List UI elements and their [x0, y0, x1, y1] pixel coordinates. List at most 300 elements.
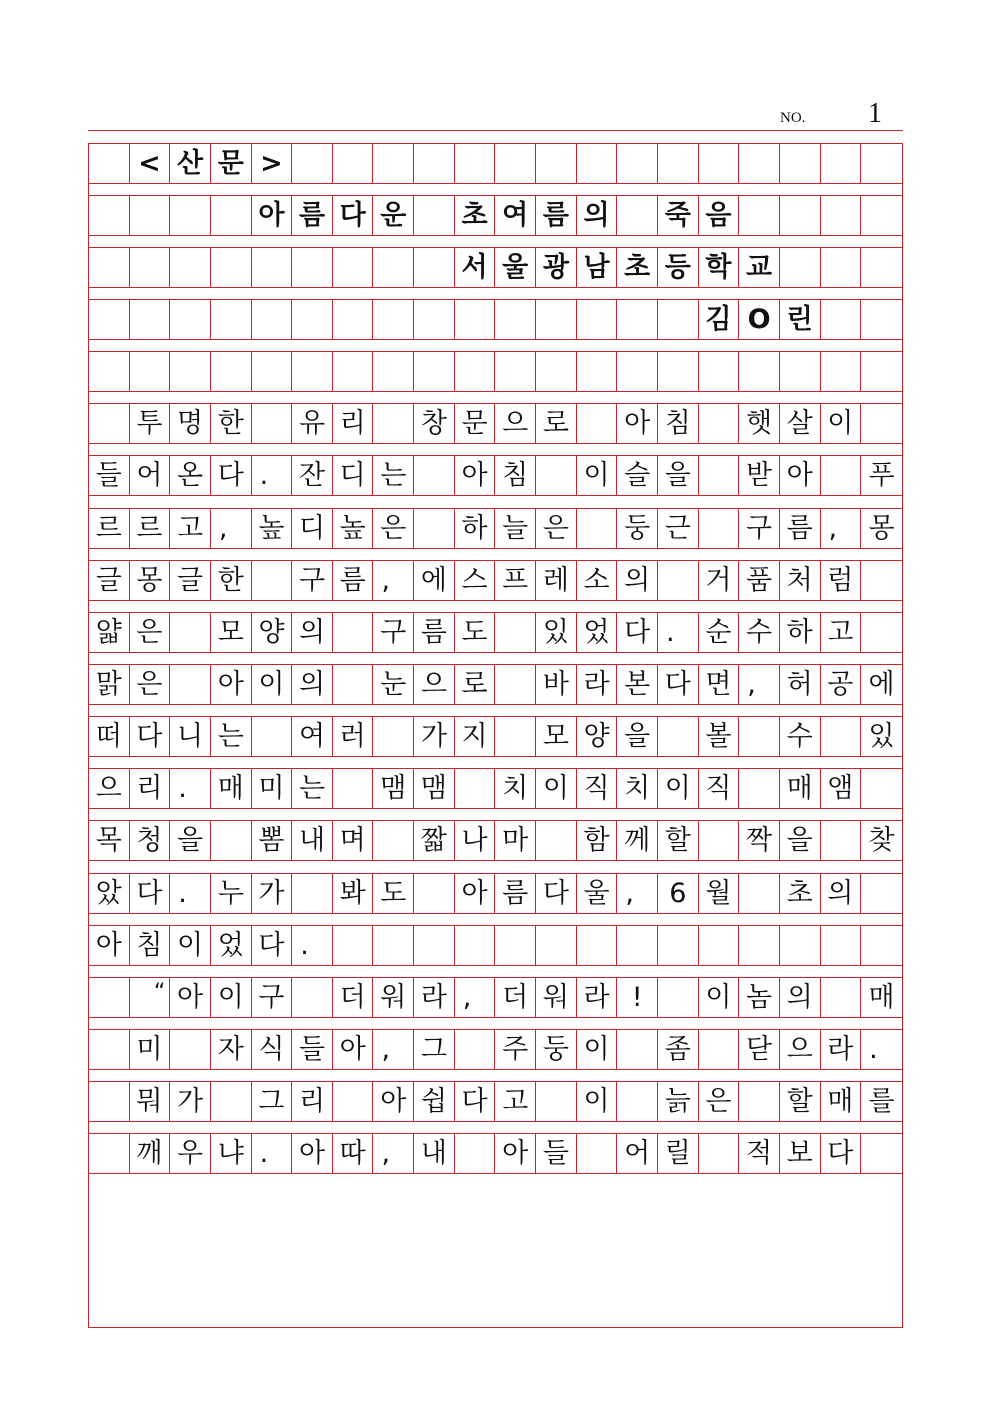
- grid-cell: 늙: [658, 1082, 699, 1121]
- grid-cell: 아: [617, 404, 658, 443]
- grid-cell: 뽐: [252, 821, 293, 860]
- grid-cell: 직: [699, 769, 740, 808]
- grid-cell: 그: [252, 1082, 293, 1121]
- grid-cell: 죽: [658, 196, 699, 235]
- grid-cell: [373, 248, 414, 287]
- grid-cell: 냐: [211, 1134, 252, 1173]
- grid-cell: 받: [739, 456, 780, 495]
- grid-cell: 면: [699, 665, 740, 704]
- grid-cell: [821, 978, 862, 1017]
- grid-cell: 보: [780, 1134, 821, 1173]
- grid-cell: .: [252, 456, 293, 495]
- grid-cell: 의: [292, 613, 333, 652]
- grid-cell: 는: [211, 717, 252, 756]
- grid-cell: 떠: [89, 717, 130, 756]
- grid-cell: [333, 352, 374, 391]
- grid-cell: [455, 769, 496, 808]
- grid-cell: ,: [373, 561, 414, 600]
- grid-cell: 늘: [495, 509, 536, 548]
- grid-cell: 러: [333, 717, 374, 756]
- grid-cell: 찾: [868, 825, 895, 857]
- grid-cell: [495, 300, 536, 339]
- grid-cell: 모: [536, 717, 577, 756]
- grid-cell: 아: [455, 874, 496, 913]
- grid-cell: 어: [130, 456, 171, 495]
- grid-cell: 가: [414, 717, 455, 756]
- grid-cell: [861, 196, 902, 235]
- grid-cell: 프: [495, 561, 536, 600]
- grid-cell: 라: [577, 978, 618, 1017]
- grid-cell: [577, 926, 618, 965]
- grid-cell: 운: [373, 196, 414, 235]
- grid-cell: 푸: [868, 460, 895, 492]
- grid-cell: 더: [333, 978, 374, 1017]
- grid-cell: 라: [577, 665, 618, 704]
- grid-cell: [780, 196, 821, 235]
- grid-cell: [170, 613, 211, 652]
- grid-cell: [373, 821, 414, 860]
- grid-cell: 으: [780, 1030, 821, 1069]
- grid-cell: 이: [211, 978, 252, 1017]
- grid-cell: 있: [868, 721, 895, 753]
- grid-cell: [170, 1030, 211, 1069]
- grid-cell: 있: [536, 613, 577, 652]
- grid-cell: 나: [455, 821, 496, 860]
- grid-row: [89, 820, 902, 861]
- grid-cell: 침: [495, 456, 536, 495]
- grid-cell: [495, 926, 536, 965]
- grid-cell: 하: [455, 509, 496, 548]
- grid-cell: [861, 1134, 902, 1173]
- grid-cell: 고: [821, 613, 862, 652]
- grid-cell: [780, 926, 821, 965]
- grid-cell: [617, 926, 658, 965]
- grid-cell: 얇: [89, 613, 130, 652]
- grid-cell: 쉽: [414, 1082, 455, 1121]
- grid-cell: 여: [495, 196, 536, 235]
- grid-cell: [658, 978, 699, 1017]
- grid-cell: 음: [699, 196, 740, 235]
- grid-cell: 은: [699, 1082, 740, 1121]
- grid-cell: [780, 248, 821, 287]
- grid-cell: 아: [211, 665, 252, 704]
- grid-cell: 아: [170, 978, 211, 1017]
- grid-cell: [211, 248, 252, 287]
- grid-cell: 슬: [617, 456, 658, 495]
- grid-row: [89, 247, 902, 288]
- grid-cell: ,: [373, 1030, 414, 1069]
- grid-cell: 미: [252, 769, 293, 808]
- grid-cell: 눈: [373, 665, 414, 704]
- grid-cell: 고: [170, 509, 211, 548]
- grid-cell: [211, 821, 252, 860]
- grid-cell: .: [170, 874, 211, 913]
- grid-cell: 양: [252, 613, 293, 652]
- grid-cell: [414, 300, 455, 339]
- grid-cell: 가: [170, 1082, 211, 1121]
- grid-cell: 한: [211, 404, 252, 443]
- grid-cell: [658, 561, 699, 600]
- grid-cell: [739, 144, 780, 183]
- grid-cell: 글: [170, 561, 211, 600]
- grid-cell: 워: [373, 978, 414, 1017]
- grid-cell: [252, 248, 293, 287]
- grid-cell: [414, 456, 455, 495]
- grid-cell: [414, 509, 455, 548]
- grid-cell: [861, 561, 902, 600]
- grid-cell: .: [292, 926, 333, 965]
- grid-cell: 께: [617, 821, 658, 860]
- grid-cell: [373, 144, 414, 183]
- grid-row: [89, 716, 902, 757]
- grid-cell: 매: [868, 981, 895, 1013]
- grid-cell: 아: [495, 1134, 536, 1173]
- grid-cell: [373, 300, 414, 339]
- grid-cell: ,: [739, 665, 780, 704]
- grid-row: [89, 768, 902, 809]
- grid-cell: 에: [868, 669, 895, 700]
- grid-cell: [861, 874, 902, 913]
- grid-cell: [577, 144, 618, 183]
- grid-cell: 초: [780, 874, 821, 913]
- grid-cell: 우: [170, 1134, 211, 1173]
- grid-cell: 다: [211, 456, 252, 495]
- grid-cell: 높: [252, 509, 293, 548]
- grid-cell: [658, 300, 699, 339]
- grid-cell: [577, 509, 618, 548]
- grid-cell: [780, 144, 821, 183]
- grid-row: [89, 144, 902, 184]
- grid-cell: 높: [333, 509, 374, 548]
- grid-cell: 남: [577, 248, 618, 287]
- grid-row: [89, 612, 902, 653]
- grid-cell: [699, 456, 740, 495]
- grid-cell: 었: [211, 926, 252, 965]
- grid-cell: [495, 717, 536, 756]
- grid-cell: 의: [577, 196, 618, 235]
- grid-cell: [658, 717, 699, 756]
- grid-cell: [170, 665, 211, 704]
- grid-cell: [252, 404, 293, 443]
- grid-cell: 가: [252, 874, 293, 913]
- grid-row: [89, 195, 902, 236]
- grid-cell: 내: [414, 1134, 455, 1173]
- grid-cell: 둥: [617, 509, 658, 548]
- grid-cell: 니: [170, 717, 211, 756]
- grid-cell: [292, 978, 333, 1017]
- grid-cell: ,: [373, 1134, 414, 1173]
- grid-cell: 거: [699, 561, 740, 600]
- grid-cell: .: [252, 1134, 293, 1173]
- page-number-label: NO.: [780, 110, 806, 126]
- grid-cell: [699, 509, 740, 548]
- grid-cell: 라: [821, 1030, 862, 1069]
- grid-cell: 뭐: [130, 1082, 171, 1121]
- grid-cell: [821, 248, 862, 287]
- grid-cell: 름: [333, 561, 374, 600]
- grid-cell: 좀: [658, 1030, 699, 1069]
- grid-cell: [658, 352, 699, 391]
- grid-cell: [373, 404, 414, 443]
- grid-cell: [821, 821, 862, 860]
- grid-cell: [455, 926, 496, 965]
- grid-cell: ,: [455, 978, 496, 1017]
- grid-cell: [821, 300, 862, 339]
- grid-row: [89, 560, 902, 601]
- grid-cell: 주: [495, 1030, 536, 1069]
- grid-cell: 리: [333, 404, 374, 443]
- grid-cell: 맑: [89, 665, 130, 704]
- grid-cell: 의: [821, 874, 862, 913]
- grid-cell: [292, 874, 333, 913]
- grid-cell: 아: [373, 1082, 414, 1121]
- grid-cell: 온: [170, 456, 211, 495]
- grid-cell: [861, 352, 902, 391]
- grid-cell: 으: [495, 404, 536, 443]
- grid-cell: 한: [211, 561, 252, 600]
- grid-cell: ,: [821, 509, 862, 548]
- grid-cell: [617, 196, 658, 235]
- grid-row: [89, 664, 902, 705]
- grid-cell: 창: [414, 404, 455, 443]
- grid-cell: [211, 352, 252, 391]
- grid-cell: [495, 665, 536, 704]
- grid-cell: 글: [89, 561, 130, 600]
- grid-cell: 직: [577, 769, 618, 808]
- grid-cell: 김: [699, 300, 740, 339]
- grid-cell: 더: [495, 978, 536, 1017]
- grid-cell: 리: [292, 1082, 333, 1121]
- grid-cell: [699, 404, 740, 443]
- grid-cell: [617, 1082, 658, 1121]
- grid-cell: 을: [780, 821, 821, 860]
- grid-cell: 은: [373, 509, 414, 548]
- grid-cell: 럼: [821, 561, 862, 600]
- grid-cell: [536, 352, 577, 391]
- grid-cell: 등: [658, 248, 699, 287]
- grid-cell: [89, 978, 130, 1017]
- grid-cell: 침: [130, 926, 171, 965]
- grid-cell: [699, 144, 740, 183]
- grid-cell: [373, 717, 414, 756]
- grid-cell: 의: [780, 978, 821, 1017]
- grid-cell: [211, 196, 252, 235]
- grid-cell: .: [170, 769, 211, 808]
- grid-cell: 구: [373, 613, 414, 652]
- grid-cell: [536, 821, 577, 860]
- grid-cell: 여: [292, 717, 333, 756]
- grid-cell: [211, 300, 252, 339]
- grid-cell: 초: [455, 196, 496, 235]
- grid-cell: 아: [780, 456, 821, 495]
- grid-cell: 맴: [414, 769, 455, 808]
- grid-cell: [89, 352, 130, 391]
- grid-cell: 리: [130, 769, 171, 808]
- grid-cell: 았: [89, 874, 130, 913]
- grid-cell: [333, 769, 374, 808]
- grid-cell: [536, 144, 577, 183]
- grid-cell: 학: [699, 248, 740, 287]
- grid-cell: 침: [658, 404, 699, 443]
- grid-cell: !: [617, 978, 658, 1017]
- grid-cell: [455, 144, 496, 183]
- grid-cell: [699, 1134, 740, 1173]
- grid-cell: 는: [292, 769, 333, 808]
- grid-cell: [617, 1030, 658, 1069]
- grid-cell: [333, 926, 374, 965]
- grid-cell: 치: [617, 769, 658, 808]
- grid-cell: 도: [455, 613, 496, 652]
- grid-cell: [861, 926, 902, 965]
- grid-cell: O: [739, 300, 780, 339]
- grid-cell: 구: [739, 509, 780, 548]
- grid-cell: [861, 613, 902, 652]
- grid-cell: 함: [577, 821, 618, 860]
- page-number-value: 1: [868, 98, 882, 129]
- grid-cell: [821, 144, 862, 183]
- grid-cell: 목: [89, 821, 130, 860]
- grid-cell: [89, 1030, 130, 1069]
- grid-cell: [252, 300, 293, 339]
- grid-cell: 으: [414, 665, 455, 704]
- grid-cell: [617, 144, 658, 183]
- grid-cell: 레: [536, 561, 577, 600]
- grid-cell: 다: [333, 196, 374, 235]
- grid-cell: 은: [536, 509, 577, 548]
- grid-cell: 을: [170, 821, 211, 860]
- grid-cell: 구: [252, 978, 293, 1017]
- grid-cell: [699, 821, 740, 860]
- grid-cell: 었: [577, 613, 618, 652]
- grid-cell: [821, 196, 862, 235]
- grid-cell: 몽: [130, 561, 171, 600]
- grid-cell: [617, 300, 658, 339]
- grid-cell: 매: [821, 1082, 862, 1121]
- grid-cell: 이: [577, 1030, 618, 1069]
- grid-cell: 햇: [739, 404, 780, 443]
- grid-cell: 산: [170, 144, 211, 183]
- grid-cell: [414, 874, 455, 913]
- grid-cell: [658, 926, 699, 965]
- grid-cell: [739, 196, 780, 235]
- grid-cell: 르: [130, 509, 171, 548]
- grid-cell: [699, 926, 740, 965]
- grid-cell: [821, 717, 862, 756]
- grid-cell: [861, 144, 902, 183]
- grid-cell: [89, 248, 130, 287]
- grid-cell: 름: [536, 196, 577, 235]
- grid-cell: [170, 248, 211, 287]
- grid-row: [89, 1081, 902, 1122]
- grid-cell: 다: [536, 874, 577, 913]
- grid-cell: [252, 561, 293, 600]
- grid-cell: 들: [89, 456, 130, 495]
- grid-cell: 다: [252, 926, 293, 965]
- grid-cell: .: [869, 1034, 878, 1066]
- grid-cell: 의: [292, 665, 333, 704]
- grid-cell: 릴: [658, 1134, 699, 1173]
- grid-cell: 수: [739, 613, 780, 652]
- grid-cell: 다: [658, 665, 699, 704]
- grid-row: [89, 1029, 902, 1070]
- grid-cell: [455, 1134, 496, 1173]
- grid-cell: 으: [89, 769, 130, 808]
- grid-cell: [333, 248, 374, 287]
- header-rule: [88, 130, 903, 131]
- grid-cell: 닫: [739, 1030, 780, 1069]
- grid-cell: [414, 196, 455, 235]
- grid-cell: [130, 196, 171, 235]
- grid-cell: [170, 352, 211, 391]
- grid-cell: >: [252, 144, 293, 183]
- grid-cell: 치: [495, 769, 536, 808]
- grid-cell: [89, 1134, 130, 1173]
- grid-cell: 울: [577, 874, 618, 913]
- grid-cell: 살: [780, 404, 821, 443]
- grid-cell: [252, 352, 293, 391]
- grid-row: [89, 299, 902, 340]
- grid-cell: 어: [617, 1134, 658, 1173]
- grid-cell: 적: [739, 1134, 780, 1173]
- grid-cell: [739, 874, 780, 913]
- grid-cell: 고: [495, 1082, 536, 1121]
- grid-cell: [739, 926, 780, 965]
- grid-cell: 는: [373, 456, 414, 495]
- grid-cell: 자: [211, 1030, 252, 1069]
- grid-cell: [780, 352, 821, 391]
- grid-cell: [577, 300, 618, 339]
- grid-cell: 의: [617, 561, 658, 600]
- grid-cell: 할: [780, 1082, 821, 1121]
- grid-cell: 문: [455, 404, 496, 443]
- grid-cell: 아: [455, 456, 496, 495]
- grid-cell: 울: [495, 248, 536, 287]
- grid-cell: 워: [536, 978, 577, 1017]
- grid-row: [89, 455, 902, 496]
- grid-cell: 이: [536, 769, 577, 808]
- grid-cell: [739, 717, 780, 756]
- grid-cell: 순: [699, 613, 740, 652]
- grid-cell: [577, 1134, 618, 1173]
- grid-cell: [130, 300, 171, 339]
- grid-cell: 교: [739, 248, 780, 287]
- grid-cell: [536, 456, 577, 495]
- grid-row: [89, 508, 902, 549]
- grid-row: [89, 1133, 902, 1174]
- grid-cell: 다: [455, 1082, 496, 1121]
- grid-cell: 둥: [536, 1030, 577, 1069]
- grid-cell: 6: [658, 874, 699, 913]
- grid-cell: 디: [292, 509, 333, 548]
- grid-cell: 봐: [333, 874, 374, 913]
- grid-cell: 은: [130, 665, 171, 704]
- grid-cell: 잔: [292, 456, 333, 495]
- grid-cell: [495, 352, 536, 391]
- grid-cell: 근: [658, 509, 699, 548]
- grid-cell: 누: [211, 874, 252, 913]
- grid-cell: [414, 926, 455, 965]
- grid-cell: 매: [780, 769, 821, 808]
- grid-cell: 이: [252, 665, 293, 704]
- grid-cell: 청: [130, 821, 171, 860]
- grid-cell: 스: [455, 561, 496, 600]
- grid-cell: 름: [780, 509, 821, 548]
- grid-cell: [333, 144, 374, 183]
- grid-cell: [130, 248, 171, 287]
- grid-cell: 아: [292, 1134, 333, 1173]
- grid-cell: [89, 196, 130, 235]
- grid-cell: 를: [868, 1086, 895, 1118]
